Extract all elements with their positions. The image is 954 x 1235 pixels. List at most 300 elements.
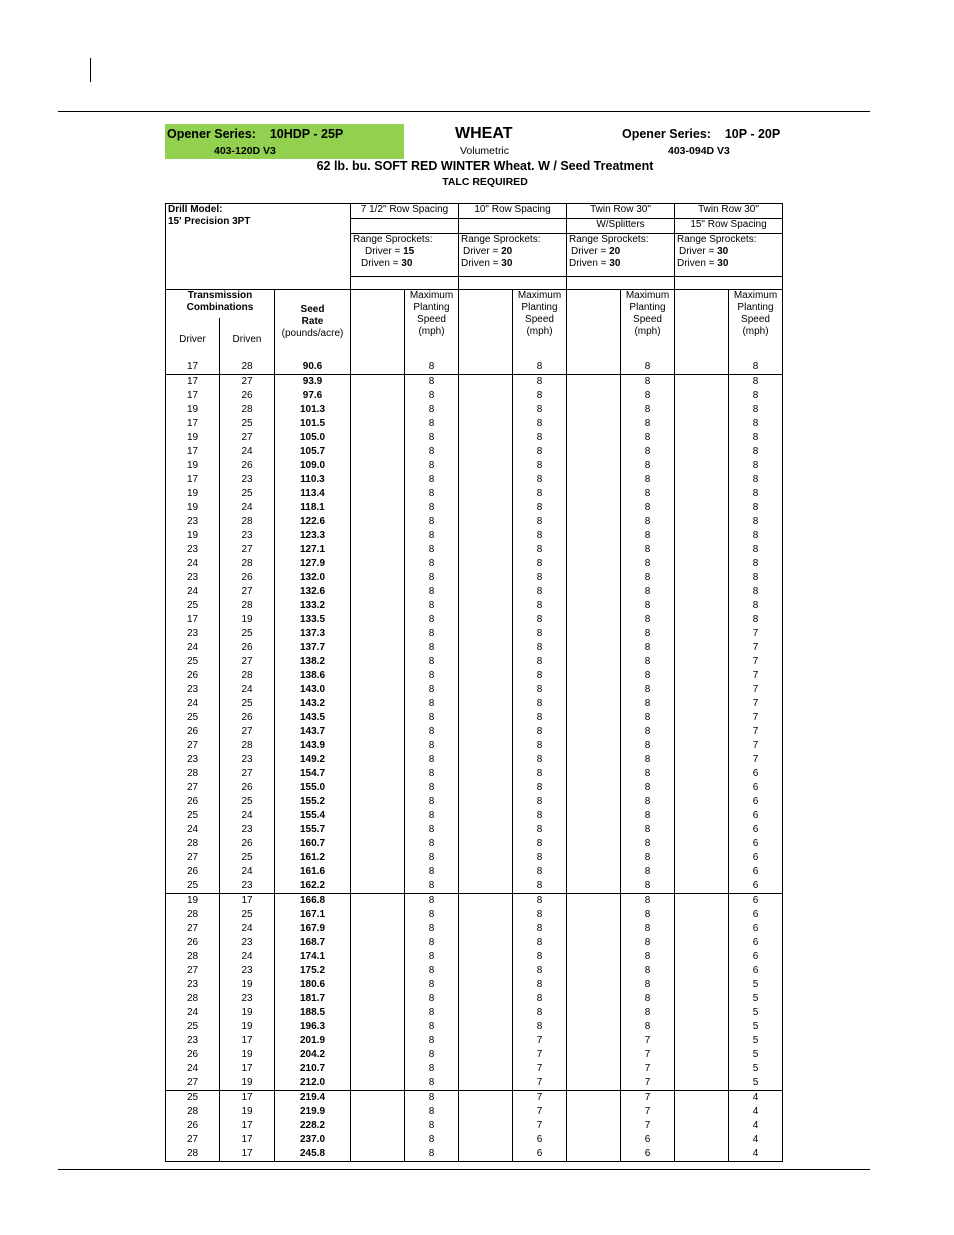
blank-cell [459,725,513,739]
speed-twin-splitters-cell: 8 [621,543,675,557]
seed-rate-cell: 155.4 [275,809,351,823]
speed-7-5in-cell: 8 [405,375,459,390]
driven-cell: 23 [220,964,275,978]
driven-cell: 19 [220,1006,275,1020]
table-row [166,655,783,669]
driven-cell: 19 [220,613,275,627]
blank-cell [675,865,729,879]
speed-twin-15in-cell: 6 [729,964,783,978]
driven-cell: 26 [220,641,275,655]
speed-twin-15in-cell: 8 [729,501,783,515]
speed-twin-15in-cell: 6 [729,908,783,922]
speed-twin-15in-cell: 6 [729,851,783,865]
blank-cell [459,767,513,781]
driver-cell: 28 [166,837,220,851]
right-series-value: 10P - 20P [724,127,781,141]
driver-cell: 27 [166,922,220,936]
table-row [166,1048,783,1062]
speed-twin-splitters-cell: 8 [621,473,675,487]
speed-twin-splitters-cell: 8 [621,529,675,543]
blank-cell [459,1076,513,1091]
range-sprockets-label: Range Sprockets: [569,234,649,245]
driver-cell: 23 [166,683,220,697]
speed-7-5in-cell: 8 [405,487,459,501]
blank-cell [351,1105,405,1119]
speed-7-5in-cell: 8 [405,445,459,459]
driver-cell: 23 [166,571,220,585]
driven-cell: 26 [220,837,275,851]
speed-twin-splitters-cell: 8 [621,431,675,445]
blank-cell [351,922,405,936]
table-row [166,627,783,641]
speed-10in-cell: 8 [513,515,567,529]
speed-10in-cell: 8 [513,964,567,978]
seed-rate-cell: 245.8 [275,1147,351,1162]
driven-cell: 26 [220,781,275,795]
blank-cell [459,837,513,851]
blank-cell [459,922,513,936]
blank-cell [459,1147,513,1162]
speed-twin-15in-cell: 5 [729,1034,783,1048]
speed-10in-cell: 8 [513,908,567,922]
driven-cell: 27 [220,431,275,445]
blank-cell [567,360,621,375]
seed-rate-cell: 161.6 [275,865,351,879]
speed-10in-cell: 8 [513,403,567,417]
table-row [166,922,783,936]
blank-cell [675,964,729,978]
speed-10in-cell: 8 [513,922,567,936]
driven-cell: 17 [220,1119,275,1133]
speed-twin-splitters-cell: 8 [621,894,675,909]
spacing-3-title: Twin Row 30" [567,204,675,219]
table-row [166,641,783,655]
driver-cell: 23 [166,1034,220,1048]
driver-cell: 17 [166,389,220,403]
speed-7-5in-cell: 8 [405,781,459,795]
seed-rate-cell: 143.2 [275,697,351,711]
blank-cell [459,950,513,964]
speed-twin-splitters-cell: 8 [621,936,675,950]
table-row [166,1062,783,1076]
speed-7-5in-cell: 8 [405,655,459,669]
spacing-2-spacer [459,277,567,290]
blank-cell [351,417,405,431]
speed-10in-cell: 8 [513,473,567,487]
blank-cell [459,375,513,390]
speed-twin-splitters-cell: 8 [621,908,675,922]
blank-cell [351,669,405,683]
speed-twin-splitters-cell: 8 [621,950,675,964]
seed-rate-cell: 143.5 [275,711,351,725]
blank-cell [459,585,513,599]
table-row [166,978,783,992]
driver-cell: 28 [166,767,220,781]
speed-twin-15in-cell: 8 [729,375,783,390]
table-row [166,753,783,767]
blank-cell [567,515,621,529]
driven-cell: 17 [220,1091,275,1106]
blank-cell [675,501,729,515]
driver-cell: 19 [166,431,220,445]
blank-cell [351,1062,405,1076]
driven-cell: 27 [220,375,275,390]
speed-7-5in-cell: 8 [405,809,459,823]
seed-rate-cell: 180.6 [275,978,351,992]
speed-twin-15in-cell: 4 [729,1133,783,1147]
blank-cell [567,1034,621,1048]
speed-10in-cell: 8 [513,683,567,697]
blank-cell [567,571,621,585]
table-row [166,1119,783,1133]
crop-title: WHEAT [455,125,513,142]
table-row [166,781,783,795]
blank-cell [351,950,405,964]
blank-cell [675,431,729,445]
blank-cell [351,515,405,529]
speed-header-line1: Maximum [733,290,778,301]
speed-10in-cell: 8 [513,823,567,837]
speed-7-5in-cell: 8 [405,360,459,375]
driver-cell: 24 [166,1062,220,1076]
spacing-4-sprockets [675,234,783,277]
seed-rate-cell: 167.1 [275,908,351,922]
speed-10in-cell: 7 [513,1105,567,1119]
driver-cell: 27 [166,781,220,795]
seed-rate-cell: 143.7 [275,725,351,739]
speed-7-5in-cell: 8 [405,1020,459,1034]
seed-rate-cell: 196.3 [275,1020,351,1034]
speed-10in-cell: 8 [513,795,567,809]
blank-cell [675,487,729,501]
speed-twin-splitters-cell: 7 [621,1048,675,1062]
blank-cell [567,501,621,515]
speed-7-5in-cell: 8 [405,501,459,515]
speed-header-line4: (mph) [634,326,661,337]
seed-rate-cell: 168.7 [275,936,351,950]
speed-twin-15in-cell: 6 [729,936,783,950]
speed-twin-15in-cell: 4 [729,1105,783,1119]
driven-cell: 25 [220,627,275,641]
seed-rate-cell: 181.7 [275,992,351,1006]
blank-cell [675,978,729,992]
blank-cell [567,879,621,894]
table-row [166,585,783,599]
speed-twin-splitters-cell: 8 [621,1006,675,1020]
table-row [166,865,783,879]
blank-cell [675,908,729,922]
seed-rate-cell: 201.9 [275,1034,351,1048]
speed-twin-15in-cell: 8 [729,529,783,543]
blank-cell [675,599,729,613]
seed-rate-table [165,203,783,1162]
speed-7-5in-cell: 8 [405,1119,459,1133]
blank-cell [459,936,513,950]
speed-twin-15in-cell: 5 [729,1048,783,1062]
driver-label: Driver = [365,246,401,257]
speed-7-5in-cell: 8 [405,1091,459,1106]
blank-cell [675,823,729,837]
blank-cell [675,417,729,431]
speed-7-5in-cell: 8 [405,992,459,1006]
driven-label: Driven = [361,258,399,269]
spacing-1-sprockets [351,234,459,277]
seed-rate-cell: 127.1 [275,543,351,557]
seed-rate-cell: 155.0 [275,781,351,795]
seed-rate-cell: 219.4 [275,1091,351,1106]
seed-rate-cell: 90.6 [275,360,351,375]
driver-cell: 27 [166,964,220,978]
blank-cell [351,627,405,641]
table-row [166,950,783,964]
speed-7-5in-cell: 8 [405,599,459,613]
table-row [166,1020,783,1034]
blank-cell [351,809,405,823]
speed-twin-15in-cell: 8 [729,417,783,431]
blank-cell [567,585,621,599]
table-row [166,964,783,978]
seed-rate-cell: 228.2 [275,1119,351,1133]
table-row [166,557,783,571]
blank-cell [351,1076,405,1091]
speed-10in-cell: 8 [513,837,567,851]
blank-cell [567,894,621,909]
driven-value: 30 [717,258,729,269]
blank-cell [567,950,621,964]
blank-cell [675,1133,729,1147]
drill-model-label: Drill Model: [168,204,223,215]
blank-cell [351,936,405,950]
driven-cell: 23 [220,936,275,950]
speed-10in-cell: 8 [513,613,567,627]
table-row [166,417,783,431]
blank-cell [351,964,405,978]
blank-cell [459,879,513,894]
seed-rate-cell: 122.6 [275,515,351,529]
speed-7-5in-cell: 8 [405,851,459,865]
blank-cell [567,1062,621,1076]
blank-cell [459,403,513,417]
table-row [166,529,783,543]
blank-cell [351,725,405,739]
blank-cell [459,431,513,445]
speed-7-5in-cell: 8 [405,725,459,739]
speed-twin-15in-cell: 8 [729,585,783,599]
speed-10in-cell: 7 [513,1048,567,1062]
blank-cell [567,669,621,683]
speed-twin-splitters-cell: 8 [621,865,675,879]
blank-cell [351,1006,405,1020]
seed-rate-cell: 105.7 [275,445,351,459]
driver-cell: 25 [166,599,220,613]
blank-cell [351,431,405,445]
speed-10in-cell: 7 [513,1062,567,1076]
table-row [166,487,783,501]
speed-header-line3: Speed [741,314,770,325]
speed-7-5in-cell: 8 [405,543,459,557]
speed-10in-cell: 8 [513,641,567,655]
blank-cell [567,992,621,1006]
blank-cell [459,781,513,795]
table-row [166,767,783,781]
driven-cell: 24 [220,501,275,515]
blank-cell [675,936,729,950]
speed-header-1 [405,290,459,347]
blank-cell [567,683,621,697]
table-row [166,851,783,865]
blank-cell [675,1006,729,1020]
blank-cell [675,557,729,571]
table-row [166,908,783,922]
driven-cell: 28 [220,669,275,683]
table-row [166,1133,783,1147]
speed-twin-splitters-cell: 8 [621,683,675,697]
blank-cell [351,1133,405,1147]
blank-cell [459,669,513,683]
blank-cell [567,922,621,936]
seed-rate-cell: 93.9 [275,375,351,390]
left-opener-series [167,127,343,141]
speed-twin-15in-cell: 7 [729,641,783,655]
blank-cell [351,753,405,767]
speed-header-line4: (mph) [742,326,769,337]
blank-cell [567,865,621,879]
blank-cell [675,837,729,851]
speed-twin-splitters-cell: 8 [621,417,675,431]
blank-cell [459,964,513,978]
speed-twin-splitters-cell: 8 [621,739,675,753]
seed-rate-cell: 109.0 [275,459,351,473]
blank-cell [567,627,621,641]
speed-twin-15in-cell: 5 [729,978,783,992]
driven-cell: 17 [220,1147,275,1162]
blank-cell [351,837,405,851]
speed-10in-cell: 8 [513,375,567,390]
speed-10in-cell: 8 [513,389,567,403]
blank-cell [351,739,405,753]
blank-cell [675,683,729,697]
blank-cell [675,669,729,683]
driven-cell: 25 [220,908,275,922]
speed-10in-cell: 8 [513,950,567,964]
driver-cell: 27 [166,1076,220,1091]
blank-cell [459,908,513,922]
speed-7-5in-cell: 8 [405,964,459,978]
speed-10in-cell: 8 [513,767,567,781]
left-part-number: 403-120D V3 [214,145,276,157]
speed-10in-cell: 6 [513,1133,567,1147]
blank-cell [459,389,513,403]
blank-cell [567,473,621,487]
driven-cell: 24 [220,809,275,823]
driven-value: 30 [401,258,413,269]
speed-twin-splitters-cell: 8 [621,389,675,403]
table-row [166,431,783,445]
driver-cell: 17 [166,473,220,487]
speed-twin-splitters-cell: 8 [621,711,675,725]
driven-cell: 27 [220,655,275,669]
right-series-label: Opener Series: [622,127,711,141]
driver-cell: 17 [166,417,220,431]
speed-10in-cell: 8 [513,655,567,669]
speed-twin-splitters-cell: 6 [621,1147,675,1162]
table-row [166,1147,783,1162]
blank-cell [675,389,729,403]
blank-cell [567,543,621,557]
table-row [166,389,783,403]
speed-twin-splitters-cell: 8 [621,837,675,851]
driver-cell: 28 [166,1105,220,1119]
driven-cell: 28 [220,515,275,529]
speed-7-5in-cell: 8 [405,473,459,487]
speed-header-line3: Speed [417,314,446,325]
driver-cell: 28 [166,1147,220,1162]
blank-cell [675,767,729,781]
blank-cell [351,1048,405,1062]
blank-cell [351,908,405,922]
blank-cell [459,1034,513,1048]
blank-cell [351,795,405,809]
driver-cell: 27 [166,851,220,865]
blank-cell [567,417,621,431]
speed-10in-cell: 7 [513,1119,567,1133]
blank-cell [459,865,513,879]
speed-10in-cell: 8 [513,557,567,571]
speed-7-5in-cell: 8 [405,431,459,445]
speed-twin-15in-cell: 7 [729,711,783,725]
driver-label: Driver = [679,246,715,257]
seed-rate-cell: 161.2 [275,851,351,865]
blank-cell [675,922,729,936]
blank-cell [459,1105,513,1119]
speed-10in-cell: 8 [513,879,567,894]
blank-cell [351,360,405,375]
speed-twin-splitters-cell: 7 [621,1105,675,1119]
speed-10in-cell: 8 [513,809,567,823]
seed-rate-cell: 154.7 [275,767,351,781]
driver-label: Driver = [571,246,607,257]
driven-cell: 23 [220,992,275,1006]
seed-rate-cell: 219.9 [275,1105,351,1119]
speed-7-5in-cell: 8 [405,1147,459,1162]
blank-cell [459,823,513,837]
speed-twin-splitters-cell: 8 [621,753,675,767]
driven-cell: 25 [220,851,275,865]
transmission-header [166,290,275,319]
blank-cell [567,739,621,753]
driver-cell: 23 [166,543,220,557]
driver-value: 30 [717,246,729,257]
speed-7-5in-cell: 8 [405,1133,459,1147]
spacing-3-subtitle: W/Splitters [567,219,675,234]
seed-rate-cell: 188.5 [275,1006,351,1020]
driver-cell: 19 [166,501,220,515]
speed-twin-splitters-cell: 7 [621,1091,675,1106]
speed-7-5in-cell: 8 [405,417,459,431]
driven-cell: 28 [220,599,275,613]
speed-header-line4: (mph) [526,326,553,337]
seed-rate-header-line2: Rate [301,316,324,327]
speed-10in-cell: 8 [513,1006,567,1020]
blank-cell [459,627,513,641]
seed-rate-cell: 175.2 [275,964,351,978]
blank-cell [675,725,729,739]
seed-rate-cell: 174.1 [275,950,351,964]
speed-7-5in-cell: 8 [405,515,459,529]
blank-cell [351,375,405,390]
speed-twin-splitters-cell: 8 [621,445,675,459]
driven-cell: 26 [220,571,275,585]
